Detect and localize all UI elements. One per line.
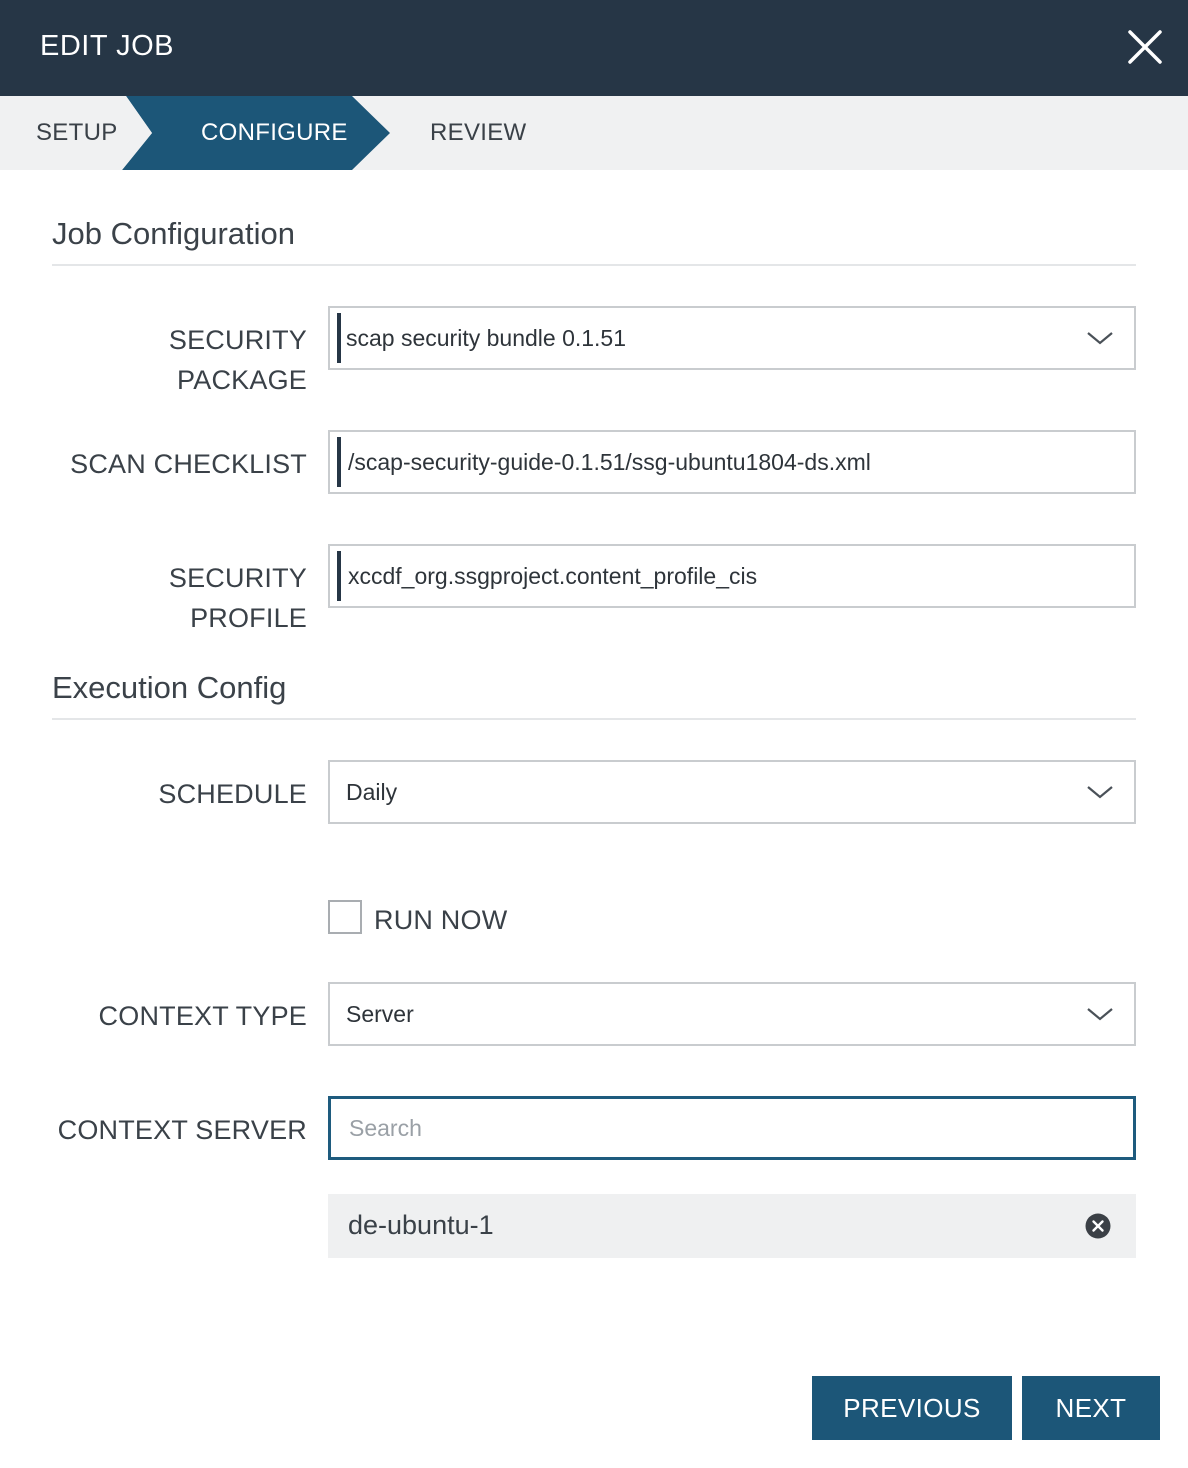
run-now-checkbox[interactable] <box>328 900 362 934</box>
security-profile-input[interactable] <box>328 544 1136 608</box>
security-profile-label: SECURITY PROFILE <box>168 563 307 633</box>
section-divider <box>52 718 1136 720</box>
focus-caret <box>337 551 341 601</box>
context-type-label: CONTEXT TYPE <box>98 1001 307 1031</box>
schedule-value: Daily <box>346 779 398 805</box>
remove-circle-icon <box>1085 1213 1111 1239</box>
previous-button[interactable]: PREVIOUS <box>812 1376 1012 1440</box>
context-server-search[interactable] <box>328 1096 1136 1160</box>
step-setup[interactable]: SETUP <box>36 119 118 146</box>
focus-caret <box>337 313 341 363</box>
execution-config-title: Execution Config <box>52 670 287 705</box>
security-profile-value: xccdf_org.ssgproject.content_profile_cis <box>348 563 758 589</box>
schedule-select[interactable] <box>328 760 1136 824</box>
wizard-steps <box>0 96 1188 170</box>
security-package-label: SECURITY PACKAGE <box>168 325 307 395</box>
step-configure[interactable]: CONFIGURE <box>201 119 348 146</box>
step-review[interactable]: REVIEW <box>430 119 527 146</box>
selected-server-label: de-ubuntu-1 <box>348 1210 494 1240</box>
run-now-label[interactable]: RUN NOW <box>374 905 508 935</box>
remove-server-button[interactable] <box>1085 1213 1111 1239</box>
job-configuration-title: Job Configuration <box>52 216 295 251</box>
dialog-title: EDIT JOB <box>40 30 174 62</box>
scan-checklist-label: SCAN CHECKLIST <box>70 449 307 479</box>
next-button[interactable]: NEXT <box>1022 1376 1160 1440</box>
selected-server-chip <box>328 1194 1136 1258</box>
security-package-select[interactable] <box>328 306 1136 370</box>
context-type-select[interactable] <box>328 982 1136 1046</box>
close-button[interactable] <box>1124 26 1166 68</box>
chevron-down-icon <box>1086 1004 1114 1024</box>
chevron-down-icon <box>1086 782 1114 802</box>
focus-caret <box>337 437 341 487</box>
security-package-value: scap security bundle 0.1.51 <box>346 325 627 351</box>
dialog-header <box>0 0 1188 96</box>
context-server-search-input[interactable] <box>349 1099 1109 1157</box>
scan-checklist-value: /scap-security-guide-0.1.51/ssg-ubuntu1804-ds.xml <box>348 449 871 475</box>
context-server-label: CONTEXT SERVER <box>57 1115 307 1145</box>
context-type-value: Server <box>346 1001 414 1027</box>
scan-checklist-input[interactable] <box>328 430 1136 494</box>
section-divider <box>52 264 1136 266</box>
schedule-label: SCHEDULE <box>158 779 307 809</box>
chevron-down-icon <box>1086 328 1114 348</box>
close-icon <box>1124 26 1166 68</box>
